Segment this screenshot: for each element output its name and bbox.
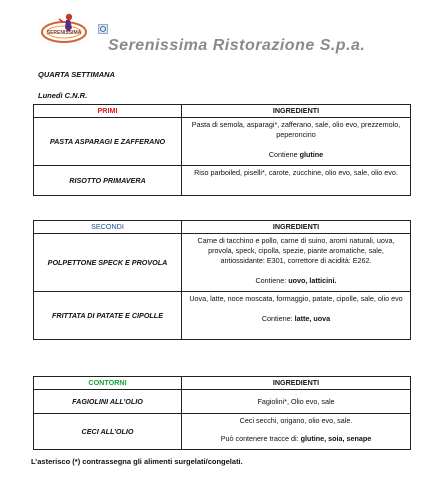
table-row <box>34 166 411 196</box>
dish-name: CECI ALL’OLIO <box>34 414 182 450</box>
table-header-row <box>34 221 411 234</box>
table-header-row <box>34 105 411 118</box>
ingredients-text: Carne di tacchino e pollo, carne di suino, aromi naturali, uova, provola, speck, cipolla, spezie, piante aromatiche, sale, antiossidante: E301, correttore di acidità: E262. <box>197 236 395 265</box>
table-row <box>34 414 411 450</box>
dish-ingredients <box>182 234 411 292</box>
dish-ingredients: Riso parboiled, piselli*, carote, zucchine, olio evo, sale, olio evo. <box>182 166 411 196</box>
ingredients-text: Ceci secchi, origano, olio evo, sale. <box>239 416 353 425</box>
day-label: Lunedì C.N.R. <box>38 91 88 100</box>
allergens-line <box>186 276 406 286</box>
allergens-value: glutine <box>299 150 324 159</box>
ingredients-text: Uova, latte, noce moscata, formaggio, patate, cipolle, sale, olio evo <box>189 294 403 303</box>
contains-label: Contiene: <box>261 314 293 323</box>
secondi-table <box>33 220 411 340</box>
dish-ingredients <box>182 118 411 166</box>
footnote: L’asterisco (*) contrassegna gli alimenti surgelati/congelati. <box>31 457 243 466</box>
dish-ingredients <box>182 292 411 340</box>
company-name: Serenissima Ristorazione S.p.a. <box>108 37 366 54</box>
table-row <box>34 292 411 340</box>
allergens-line <box>186 434 406 444</box>
ingredients-header: INGREDIENTI <box>182 105 411 118</box>
dish-name: FAGIOLINI ALL’OLIO <box>34 390 182 414</box>
dish-ingredients: Fagiolini*, Olio evo, sale <box>182 390 411 414</box>
table-row <box>34 118 411 166</box>
ingredients-header: INGREDIENTI <box>182 221 411 234</box>
allergens-line <box>186 150 406 160</box>
table-row <box>34 234 411 292</box>
ingredients-text: Pasta di semola, asparagi*, zafferano, sale, olio evo, prezzemolo, peperoncino <box>191 120 401 139</box>
contorni-table <box>33 376 411 450</box>
quality-badge-icon <box>98 24 108 34</box>
week-label: QUARTA SETTIMANA <box>38 70 115 79</box>
category-primi: PRIMI <box>34 105 182 118</box>
allergens-value: uovo, latticini. <box>288 276 337 285</box>
primi-table <box>33 104 411 196</box>
allergens-value: glutine, soia, senape <box>300 434 372 443</box>
dish-name: RISOTTO PRIMAVERA <box>34 166 182 196</box>
table-row <box>34 390 411 414</box>
ingredients-header: INGREDIENTI <box>182 377 411 390</box>
table-header-row <box>34 377 411 390</box>
company-logo <box>39 10 89 46</box>
contains-label: Contiene <box>268 150 298 159</box>
category-secondi: SECONDI <box>34 221 182 234</box>
dish-ingredients <box>182 414 411 450</box>
dish-name: FRITTATA DI PATATE E CIPOLLE <box>34 292 182 340</box>
dish-name: PASTA ASPARAGI E ZAFFERANO <box>34 118 182 166</box>
contains-label: Contiene: <box>255 276 287 285</box>
contains-label: Può contenere tracce di: <box>220 434 299 443</box>
dish-name: POLPETTONE SPECK E PROVOLA <box>34 234 182 292</box>
logo-text: SERENISSIMA <box>46 30 82 36</box>
category-contorni: CONTORNI <box>34 377 182 390</box>
allergens-line <box>186 314 406 324</box>
allergens-value: latte, uova <box>294 314 331 323</box>
